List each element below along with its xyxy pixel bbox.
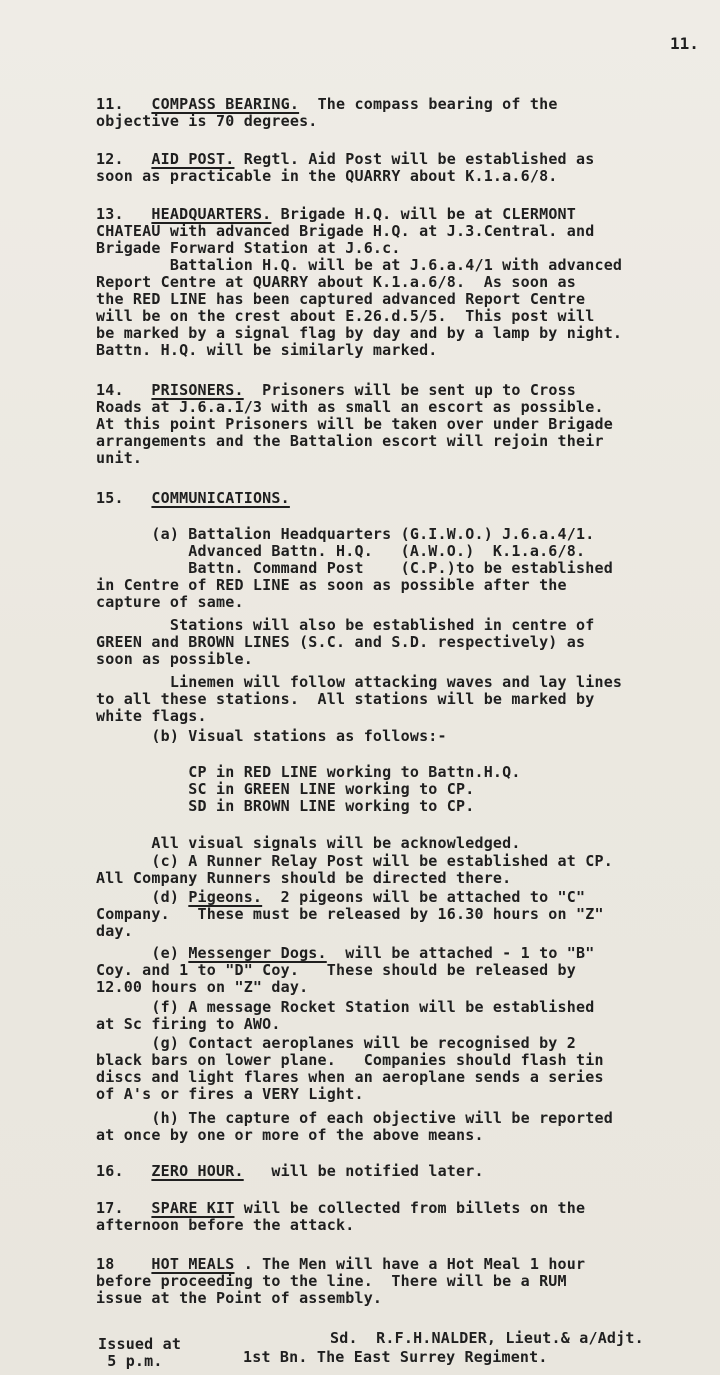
section-14-text: Prisoners will be sent up to Cross (243, 381, 577, 399)
section-13-line: be marked by a signal flag by day and by a lamp by night. (96, 324, 623, 342)
section-13-line: CHATEAU with advanced Brigade H.Q. at J.3.Central. and (96, 222, 595, 240)
section-13-line: Brigade Forward Station at J.6.c. (96, 239, 401, 257)
section-15-line: All Company Runners should be directed there. (96, 869, 512, 887)
section-17-heading-line (96, 1200, 585, 1217)
section-15-line: All visual signals will be acknowledged. (96, 834, 521, 852)
section-15-line: (c) A Runner Relay Post will be established at CP. (96, 852, 613, 870)
section-15-line: capture of same. (96, 593, 244, 611)
section-15-title: COMMUNICATIONS. (151, 489, 290, 507)
section-15-line: day. (96, 922, 133, 940)
section-16-title: ZERO HOUR. (151, 1162, 244, 1180)
section-14-line: At this point Prisoners will be taken over under Brigade (96, 415, 613, 433)
section-12-line-2: soon as practicable in the QUARRY about K.1.a.6/8. (96, 167, 558, 185)
section-15-line: CP in RED LINE working to Battn.H.Q. (96, 763, 521, 781)
section-13-line: Report Centre at QUARRY about K.1.a.6/8. As soon as (96, 273, 576, 291)
section-15-heading-line (96, 490, 290, 507)
section-15-line: at Sc firing to AWO. (96, 1015, 281, 1033)
section-15-line: (a) Battalion Headquarters (G.I.W.O.) J.6.a.4/1. (96, 525, 595, 543)
section-11-title: COMPASS BEARING. (151, 95, 300, 113)
section-14-line: unit. (96, 449, 143, 467)
section-14-number: 14. (96, 381, 124, 399)
section-15-line: (b) Visual stations as follows:- (96, 727, 447, 745)
section-17-line-2: afternoon before the attack. (96, 1216, 355, 1234)
section-18-text: . The Men will have a Hot Meal 1 hour (234, 1255, 586, 1273)
section-16-text: will be notified later. (243, 1162, 484, 1180)
section-15-line: SD in BROWN LINE working to CP. (96, 797, 475, 815)
signature-line: Sd. R.F.H.NALDER, Lieut.& a/Adjt. (330, 1329, 644, 1347)
section-18-number: 18 (96, 1255, 115, 1273)
section-15-line: at once by one or more of the above means. (96, 1126, 484, 1144)
unit-line: 1st Bn. The East Surrey Regiment. (243, 1348, 548, 1366)
section-15-line: to all these stations. All stations will be marked by (96, 690, 595, 708)
section-15-number: 15. (96, 489, 124, 507)
section-15-line: (f) A message Rocket Station will be established (96, 998, 595, 1016)
section-17-title: SPARE KIT (151, 1199, 235, 1217)
section-18-title: HOT MEALS (151, 1255, 235, 1273)
section-13-heading-line (96, 206, 576, 223)
section-12-title: AID POST. (151, 150, 235, 168)
section-18-line-3: issue at the Point of assembly. (96, 1289, 383, 1307)
section-11-number: 11. (96, 95, 124, 113)
section-13-title: HEADQUARTERS. (151, 205, 272, 223)
section-14-line: arrangements and the Battalion escort will rejoin their (96, 432, 604, 450)
section-15-line: Company. These must be released by 16.30 hours on "Z" (96, 905, 604, 923)
section-15-line: Linemen will follow attacking waves and lay lines (96, 673, 623, 691)
section-15-line: Stations will also be established in centre of (96, 616, 595, 634)
section-13-line: will be on the crest about E.26.d.5/5. This post will (96, 307, 595, 325)
section-16-heading-line (96, 1163, 484, 1180)
section-15-line: SC in GREEN LINE working to CP. (96, 780, 475, 798)
section-15-dogs-line (96, 945, 594, 962)
section-12-number: 12. (96, 150, 124, 168)
pigeons-text: 2 pigeons will be attached to "C" (262, 888, 586, 906)
section-15-line: soon as possible. (96, 650, 253, 668)
section-15-line: discs and light flares when an aeroplane sends a series (96, 1068, 604, 1086)
section-16-number: 16. (96, 1162, 124, 1180)
dogs-text: will be attached - 1 to "B" (326, 944, 595, 962)
section-15-line: black bars on lower plane. Companies should flash tin (96, 1051, 604, 1069)
section-14-title: PRISONERS. (151, 381, 244, 399)
pigeons-prefix: (d) (96, 888, 189, 906)
section-15-line: in Centre of RED LINE as soon as possible after the (96, 576, 567, 594)
section-15-line: of A's or fires a VERY Light. (96, 1085, 364, 1103)
section-15-line: white flags. (96, 707, 207, 725)
section-11-heading-line (96, 96, 558, 113)
section-13-line: Battn. H.Q. will be similarly marked. (96, 341, 438, 359)
section-15-line: 12.00 hours on "Z" day. (96, 978, 309, 996)
section-15-line: (g) Contact aeroplanes will be recognised by 2 (96, 1034, 576, 1052)
section-13-text: Brigade H.Q. will be at CLERMONT (271, 205, 577, 223)
section-14-heading-line (96, 382, 576, 399)
section-15-pigeons-line (96, 889, 585, 906)
section-15-line: Coy. and 1 to "D" Coy. These should be released by (96, 961, 576, 979)
section-15-line: GREEN and BROWN LINES (S.C. and S.D. respectively) as (96, 633, 586, 651)
issued-at-label: Issued at (98, 1335, 182, 1353)
dogs-prefix: (e) (96, 944, 189, 962)
pigeons-title: Pigeons. (188, 888, 263, 906)
section-15-line: Battn. Command Post (C.P.)to be established (96, 559, 613, 577)
section-13-number: 13. (96, 205, 124, 223)
section-18-heading-line (96, 1256, 585, 1273)
section-18-line-2: before proceeding to the line. There will be a RUM (96, 1272, 567, 1290)
section-11-line-2: objective is 70 degrees. (96, 112, 318, 130)
section-17-number: 17. (96, 1199, 124, 1217)
issued-at-time: 5 p.m. (98, 1352, 163, 1370)
section-12-text: Regtl. Aid Post will be established as (234, 150, 595, 168)
section-13-line: Battalion H.Q. will be at J.6.a.4/1 with advanced (96, 256, 623, 274)
section-15-line: Advanced Battn. H.Q. (A.W.O.) K.1.a.6/8. (96, 542, 586, 560)
section-17-text: will be collected from billets on the (234, 1199, 586, 1217)
section-12-heading-line (96, 151, 594, 168)
section-11-text: The compass bearing of the (299, 95, 558, 113)
section-13-line: the RED LINE has been captured advanced Report Centre (96, 290, 586, 308)
dogs-title: Messenger Dogs. (188, 944, 327, 962)
section-14-line: Roads at J.6.a.1/3 with as small an escort as possible. (96, 398, 604, 416)
section-15-line: (h) The capture of each objective will be reported (96, 1109, 613, 1127)
page-number: 11. (670, 34, 699, 53)
